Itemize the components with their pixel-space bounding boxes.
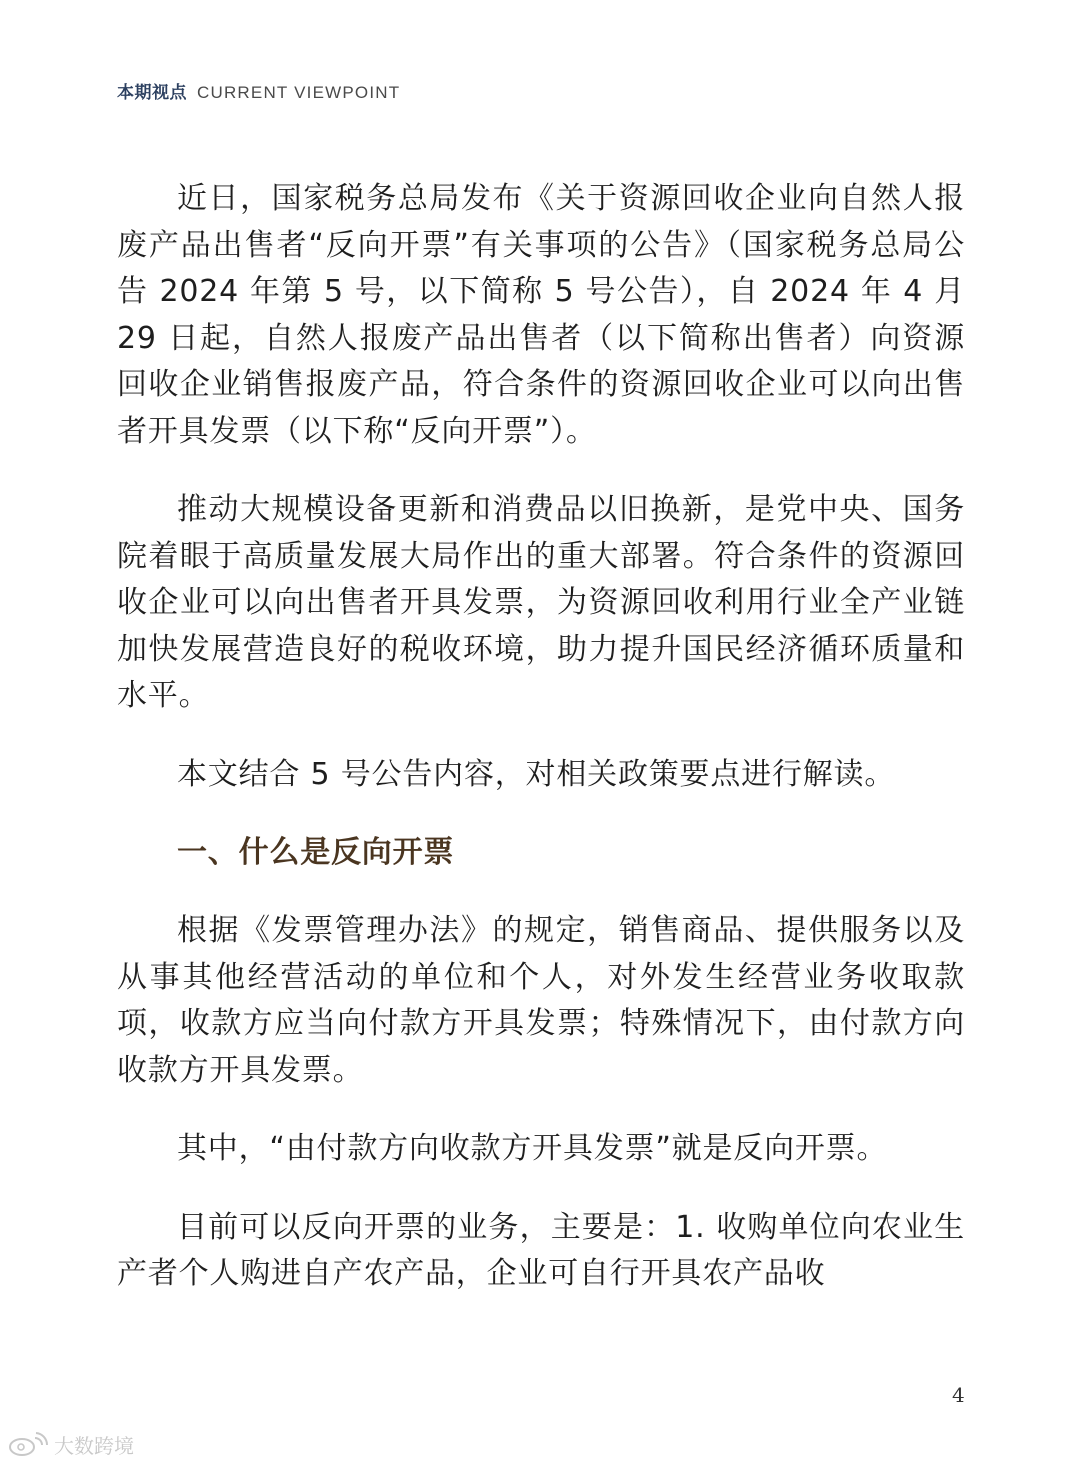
watermark-text: 大数跨境 (54, 1434, 134, 1458)
paragraph-purpose: 本文结合 5 号公告内容，对相关政策要点进行解读。 (177, 756, 896, 792)
page-header (117, 78, 400, 103)
paragraph-definition: 根据《发票管理办法》的规定，销售商品、提供服务以及从事其他经营活动的单位和个人，对外发生经营业务收取款项，收款方应当向付款方开具发票；特殊情况下，由付款方向收款方开具发票。 (117, 913, 965, 1088)
weibo-icon (8, 1432, 48, 1458)
page-number: 4 (952, 1383, 965, 1407)
watermark (8, 1430, 134, 1459)
paragraph-background: 推动大规模设备更新和消费品以旧换新，是党中央、国务院着眼于高质量发展大局作出的重大部署。符合条件的资源回收企业可以向出售者开具发票，为资源回收利用行业全产业链加快发展营造良好的税收环境，助力提升国民经济循环质量和水平。 (117, 492, 965, 713)
article-body (117, 176, 965, 1330)
section-heading: 一、什么是反向开票 (177, 835, 455, 870)
paragraph-intro: 近日，国家税务总局发布《关于资源回收企业向自然人报废产品出售者“反向开票”有关事项的公告》（国家税务总局公告 2024 年第 5 号，以下简称 5 号公告），自 2024 年 4 月 29 日起，自然人报废产品出售者（以下简称出售者）向资源回收企业销售报废产品，符合条件的资源回收企业可以向出售者开具发票（以下称“反向开票”）。 (117, 181, 965, 449)
paragraph-current-business: 目前可以反向开票的业务，主要是：1. 收购单位向农业生产者个人购进自产农产品，企业可自行开具农产品收 (117, 1209, 965, 1291)
section-label-en: CURRENT VIEWPOINT (197, 83, 401, 102)
paragraph-reverse-invoice: 其中，“由付款方向收款方开具发票”就是反向开票。 (177, 1131, 888, 1166)
section-label-cn: 本期视点 (117, 83, 187, 103)
